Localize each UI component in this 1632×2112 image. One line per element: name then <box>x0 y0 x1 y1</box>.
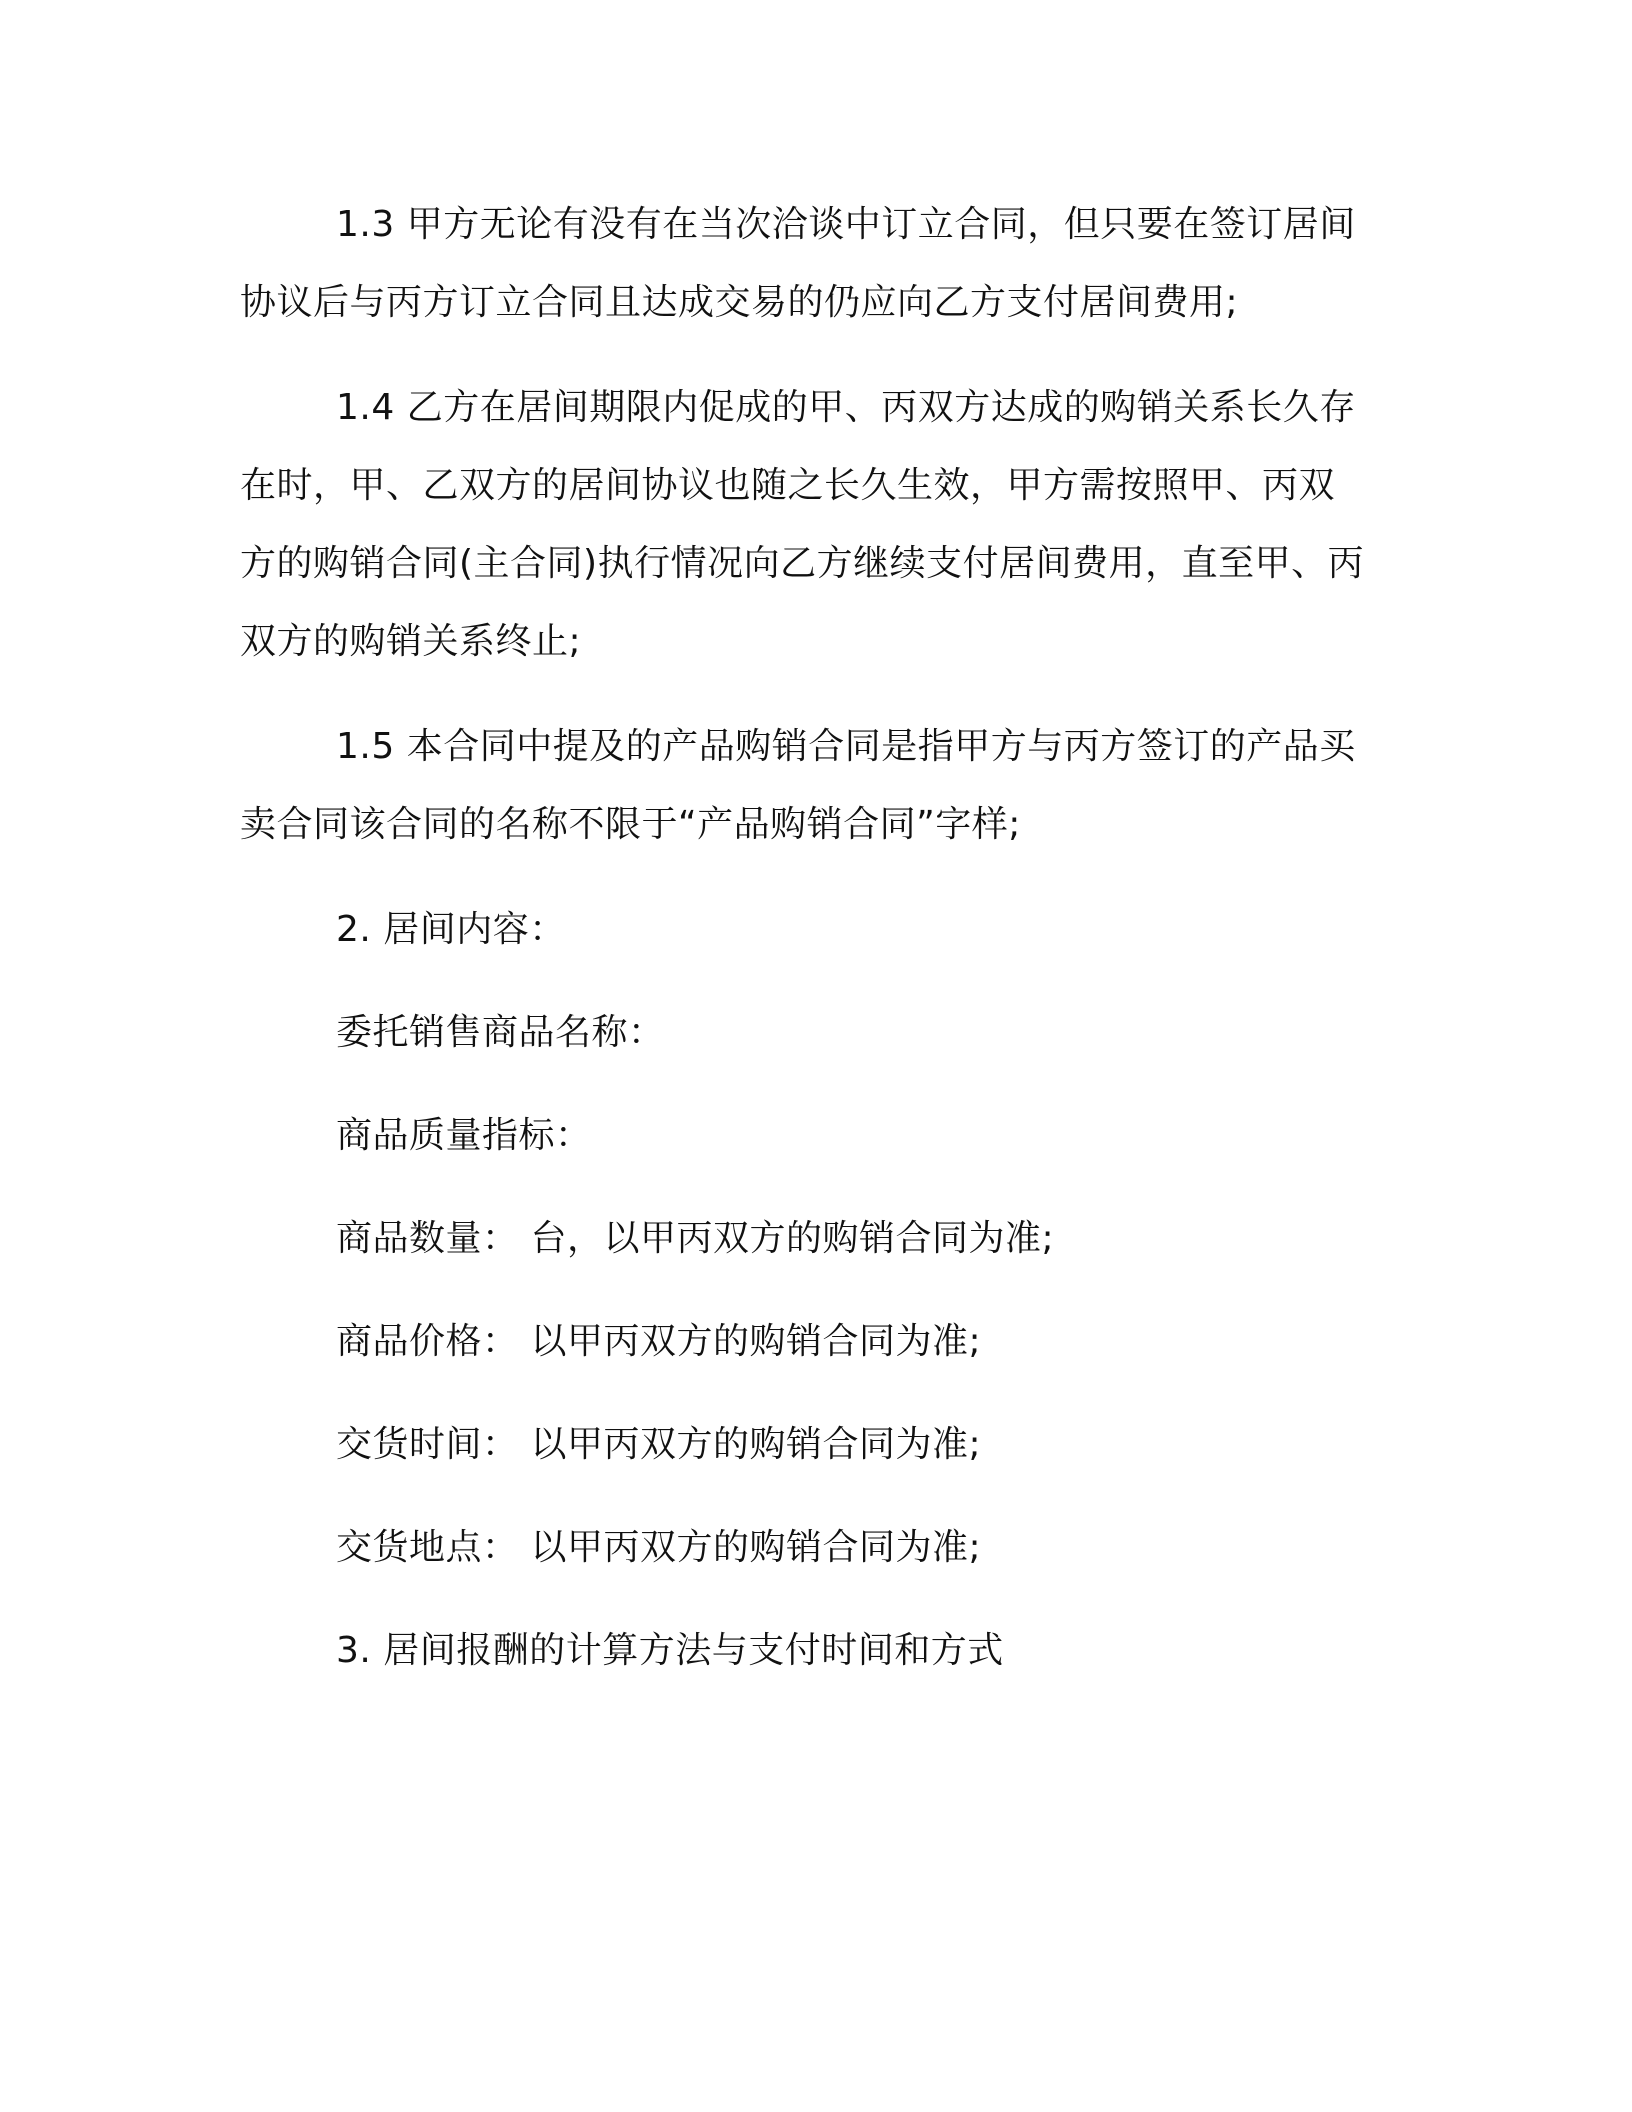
clause-1-5-line: 1.5 本合同中提及的产品购销合同是指甲方与丙方签订的产品买 <box>336 726 1356 767</box>
clause-1-4-line: 在时，甲、乙双方的居间协议也随之长久生效，甲方需按照甲、丙双 <box>240 465 1336 506</box>
item-price: 商品价格： 以甲丙双方的购销合同为准; <box>336 1321 982 1362</box>
section-3-heading: 3. 居间报酬的计算方法与支付时间和方式 <box>336 1630 1004 1671</box>
clause-1-4 <box>240 369 1385 681</box>
clause-1-3 <box>240 186 1385 342</box>
clause-1-4-line: 1.4 乙方在居间期限内促成的甲、丙双方达成的购销关系长久存 <box>336 387 1356 428</box>
section-2-heading: 2. 居间内容： <box>336 909 566 950</box>
clause-1-5 <box>240 708 1385 864</box>
item-delivery-place: 交货地点： 以甲丙双方的购销合同为准; <box>336 1527 982 1568</box>
clause-1-4-line: 方的购销合同(主合同)执行情况向乙方继续支付居间费用，直至甲、丙 <box>240 543 1365 584</box>
clause-1-3-line: 1.3 甲方无论有没有在当次洽谈中订立合同，但只要在签订居间 <box>336 204 1356 245</box>
clause-1-3-line: 协议后与丙方订立合同且达成交易的仍应向乙方支付居间费用; <box>240 282 1239 323</box>
clause-1-4-line: 双方的购销关系终止; <box>240 621 582 662</box>
item-quantity: 商品数量： 台，以甲丙双方的购销合同为准; <box>336 1218 1055 1259</box>
item-quality-index: 商品质量指标： <box>336 1115 592 1156</box>
clause-1-5-line: 卖合同该合同的名称不限于“产品购销合同”字样; <box>240 804 1021 845</box>
item-product-name: 委托销售商品名称： <box>336 1012 665 1053</box>
document-body <box>240 186 1385 1690</box>
item-delivery-time: 交货时间： 以甲丙双方的购销合同为准; <box>336 1424 982 1465</box>
